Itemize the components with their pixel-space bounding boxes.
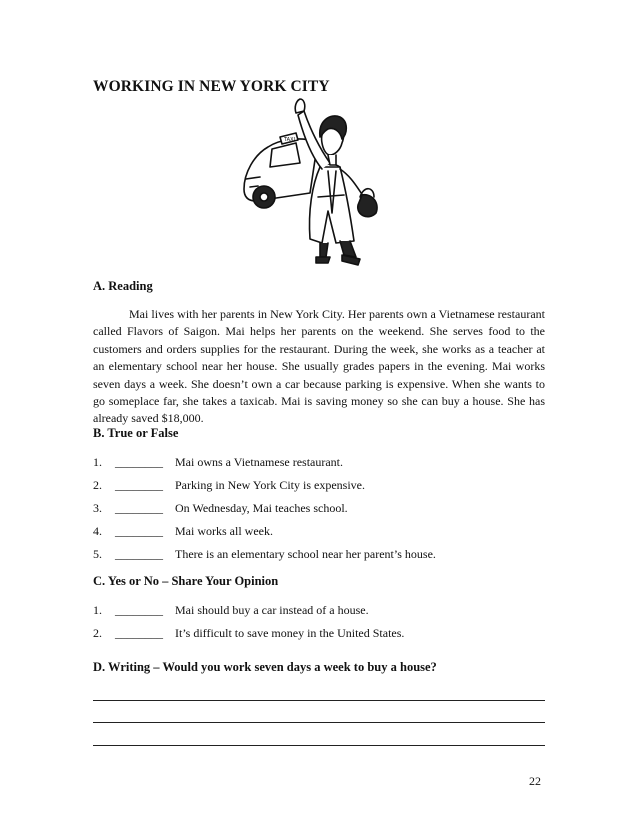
list-item <box>93 626 553 649</box>
yes-no-list <box>93 603 553 649</box>
answer-blank[interactable]: ________ <box>115 547 163 561</box>
list-item <box>93 547 553 570</box>
answer-blank[interactable]: ________ <box>115 603 163 617</box>
yes-no-heading: C. Yes or No – Share Your Opinion <box>93 574 279 588</box>
statement: There is an elementary school near her parent’s house. <box>175 547 436 561</box>
item-number: 5. <box>93 547 102 561</box>
svg-text:TAXI: TAXI <box>284 137 295 143</box>
item-number: 3. <box>93 501 102 515</box>
true-false-heading: B. True or False <box>93 426 179 440</box>
answer-blank[interactable]: ________ <box>115 501 163 515</box>
list-item <box>93 501 553 524</box>
statement: Parking in New York City is expensive. <box>175 478 365 492</box>
statement: Mai owns a Vietnamese restaurant. <box>175 455 344 469</box>
list-item <box>93 603 553 626</box>
reading-heading: A. Reading <box>93 279 153 293</box>
writing-heading: D. Writing – Would you work seven days a week to buy a house? <box>93 660 437 674</box>
woman-hailing-taxi-icon <box>236 93 416 271</box>
answer-blank[interactable]: ________ <box>115 626 163 640</box>
statement: Mai should buy a car instead of a house. <box>175 603 369 617</box>
item-number: 4. <box>93 524 102 538</box>
item-number: 1. <box>93 603 102 617</box>
page-number: 22 <box>529 774 541 788</box>
writing-line[interactable] <box>93 745 545 746</box>
list-item <box>93 478 553 501</box>
answer-blank[interactable]: ________ <box>115 478 163 492</box>
item-number: 2. <box>93 626 102 640</box>
statement: On Wednesday, Mai teaches school. <box>175 501 348 515</box>
statement: Mai works all week. <box>175 524 273 538</box>
statement: It’s difficult to save money in the United States. <box>175 626 405 640</box>
reading-passage: Mai lives with her parents in New York City. Her parents own a Vietnamese restaurant called Flavors of Saigon. Mai helps her parents on the weekend. She serves food to the customers and orders supplies for the restaurant. During the week, she works as a teacher at an elementary school near her house. She usually grades papers in the evening. Mai works seven days a week. She doesn’t own a car because parking is expensive. When she wants to go someplace far, she takes a taxicab. Mai is saving money so she can buy a house. She has already saved $18,000. <box>93 307 545 426</box>
list-item <box>93 524 553 547</box>
item-number: 1. <box>93 455 102 469</box>
answer-blank[interactable]: ________ <box>115 455 163 469</box>
writing-line[interactable] <box>93 722 545 723</box>
true-false-list <box>93 455 553 570</box>
list-item <box>93 455 553 478</box>
item-number: 2. <box>93 478 102 492</box>
answer-blank[interactable]: ________ <box>115 524 163 538</box>
writing-line[interactable] <box>93 700 545 701</box>
page-title: WORKING IN NEW YORK CITY <box>93 78 330 95</box>
